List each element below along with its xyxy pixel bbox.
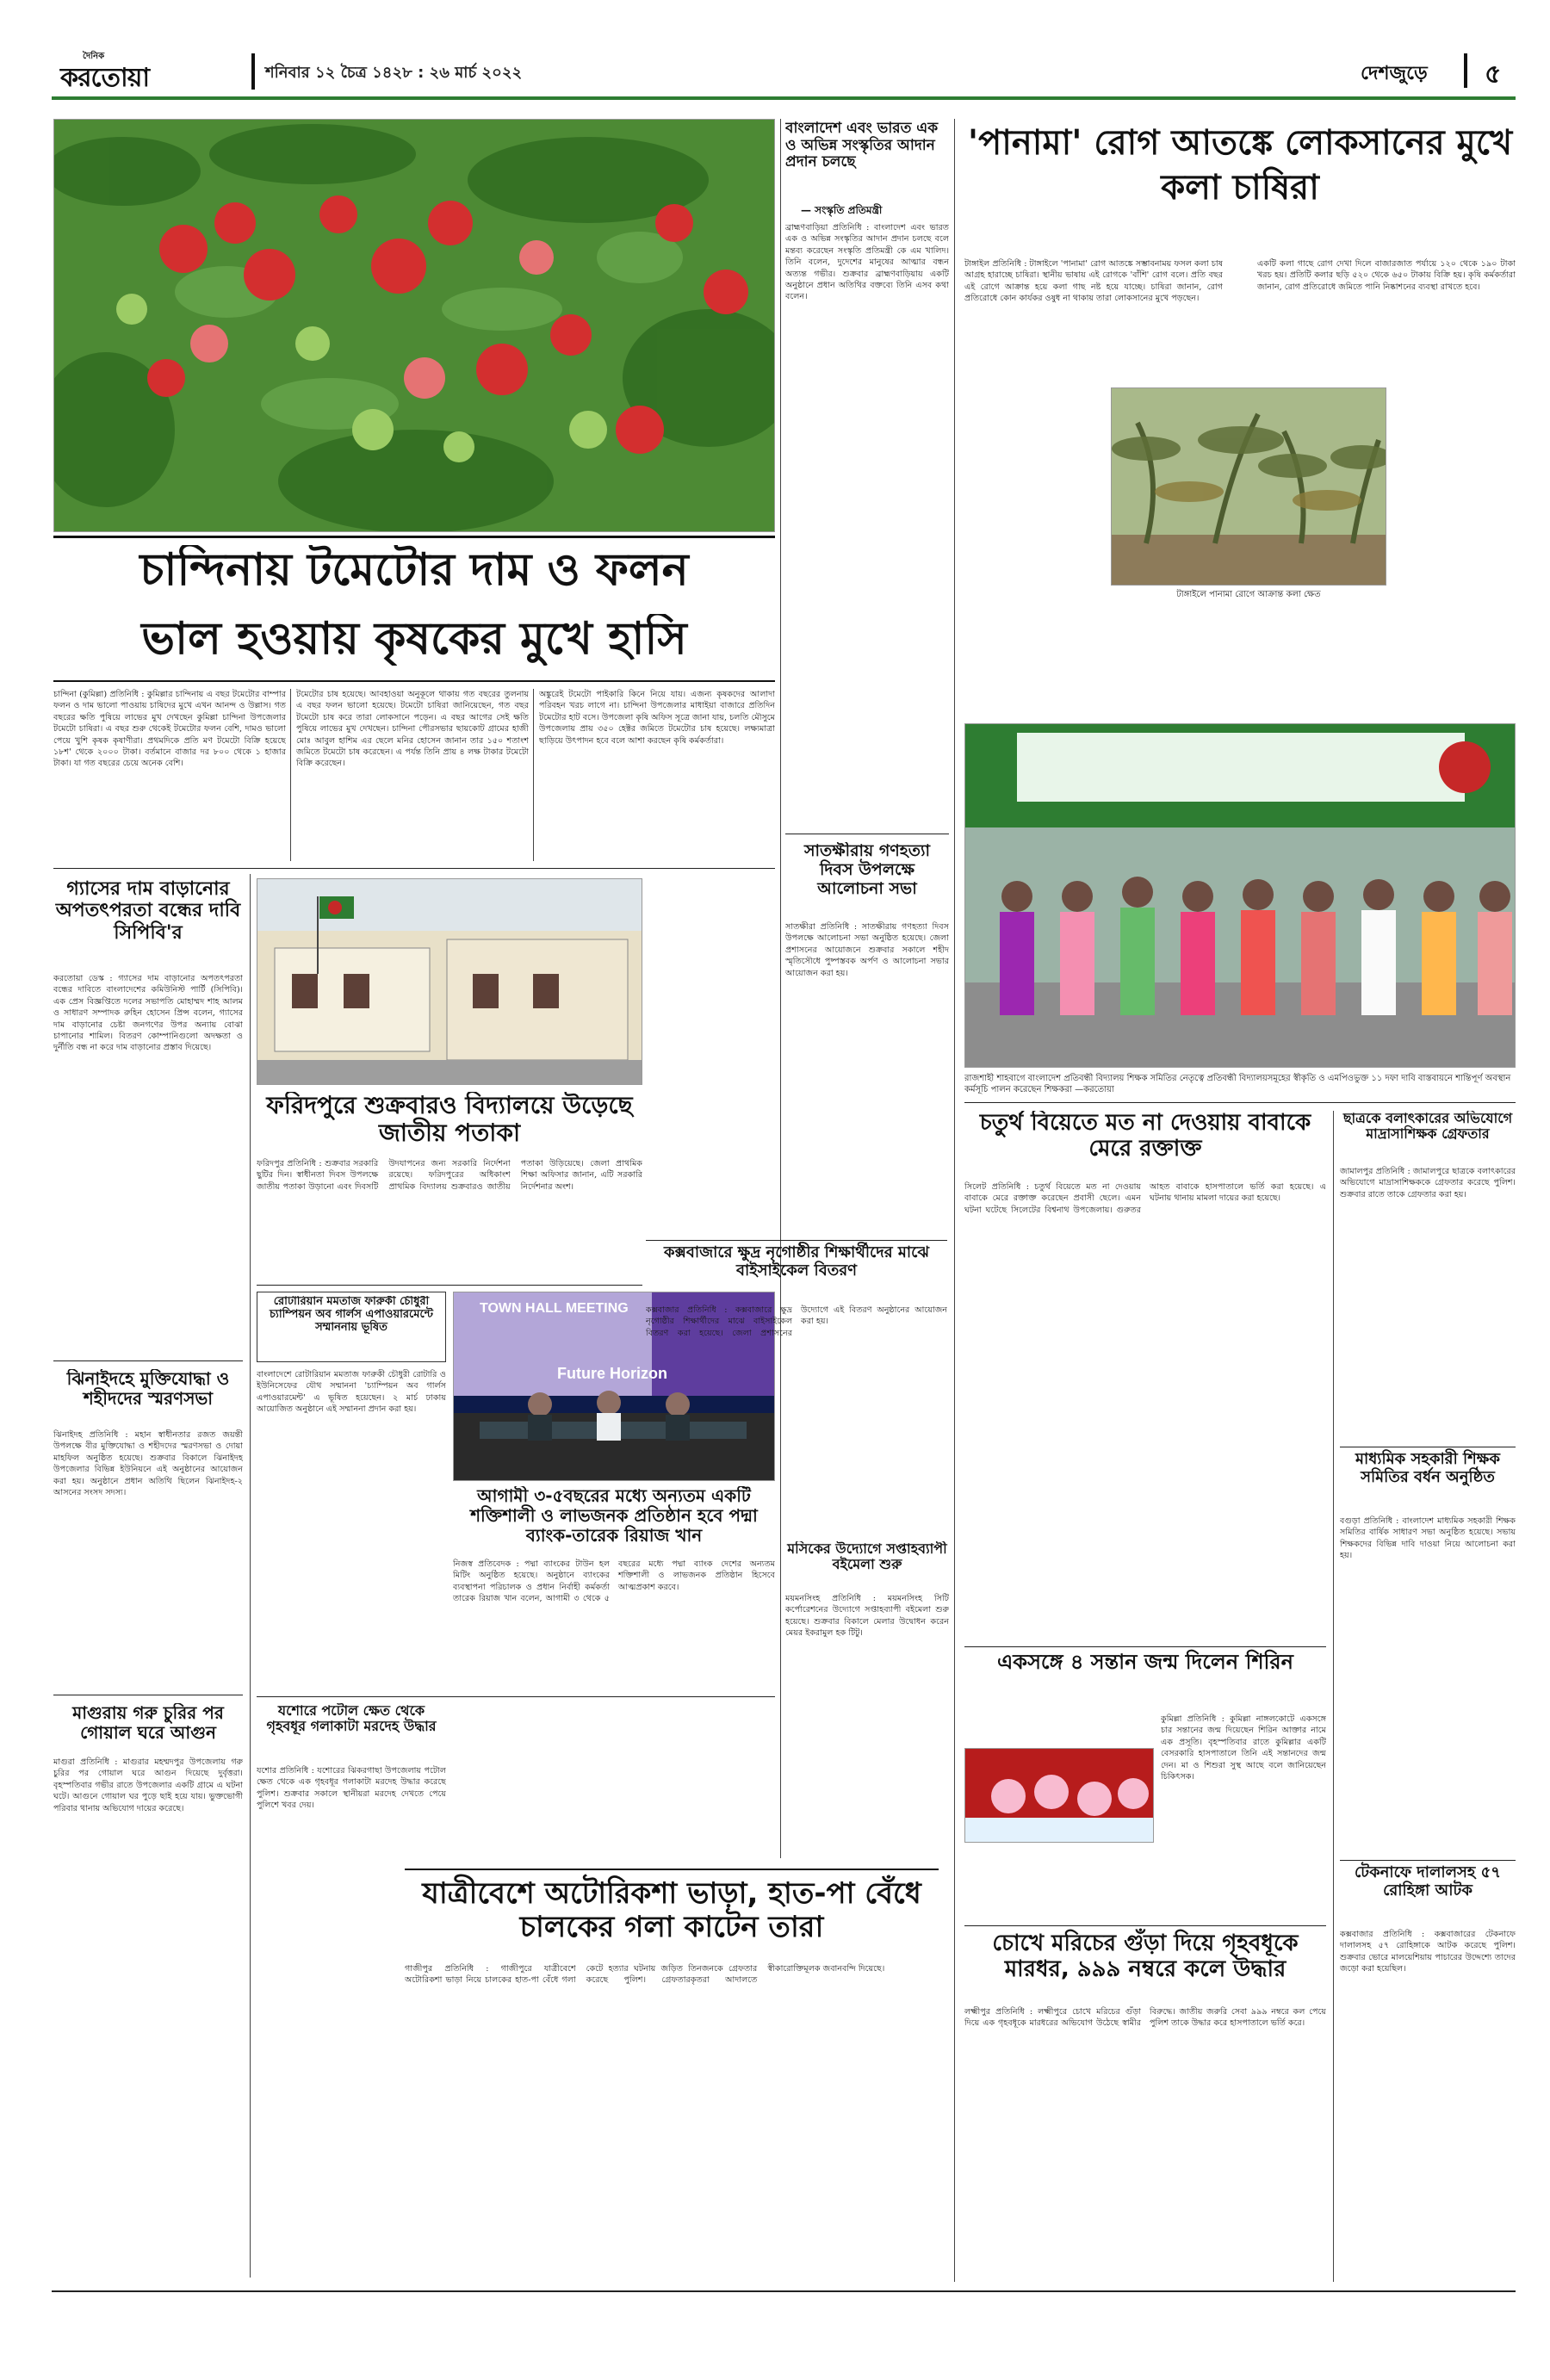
teachers-headline: মাধ্যমিক সহকারী শিক্ষক সমিতির বর্ধন অনুষ্ঠিত <box>1340 1447 1516 1486</box>
townhall-sub: Future Horizon <box>557 1365 667 1382</box>
column-rule <box>533 689 534 861</box>
townhall-banner: TOWN HALL MEETING <box>480 1301 629 1316</box>
panama-body-paragraph-2: একটি কলা গাছে রোগ দেখা দিলে বাজারজাত পর্যায়ে ১২০ থেকে ১৯০ টাকা খরচ হয়। প্রতিটি কলার ছড়ি ৫২০ থেকে ৬৫০ টাকায় বিক্রি হয়। কৃষি কর্মকর্তারা জানান, রোগ প্রতিরোধে জমিতে পানি নিষ্কাশনের ব্যবস্থা রাখতে হবে। <box>1257 259 1516 292</box>
culture-byline: — সংস্কৃতি প্রতিমন্ত্রী <box>801 204 883 216</box>
panama-caption: টাঙ্গাইলে পানামা রোগে আক্রান্ত কলা ক্ষেত <box>1176 590 1321 599</box>
column-rule <box>1333 1111 1334 2282</box>
culture-headline: বাংলাদেশ এবং ভারত এক ও অভিন্ন সংস্কৃতির আদান প্রদান চলছে <box>785 121 939 171</box>
tomato-body-col-1 <box>53 689 286 861</box>
bottom-rule <box>52 2290 1516 2292</box>
fourth-marriage-headline: চতুর্থ বিয়েতে মত না দেওয়ায় বাবাকে মেরে রক্তাক্ত <box>979 1111 1311 1162</box>
chili-headline: চোখে মরিচের গুঁড়া দিয়ে গৃহবধূকে মারধর, ৯৯৯ নম্বরে কলে উদ্ধার <box>964 1925 1326 1983</box>
culture-body: ব্রাহ্মণবাড়িয়া প্রতিনিধি : বাংলাদেশ এবং ভারত এক ও অভিন্ন সংস্কৃতির আদান প্রদান চলছে বলে মন্তব্য করেছেন সংস্কৃতি প্রতিমন্ত্রী কে এম খালিদ। তিনি বলেন, দুদেশের মানুষের আত্মার বন্ধন অত্যন্ত গভীর। শুক্রবার ব্রাহ্মণবাড়িয়ায় একটি অনুষ্ঠানে প্রধান অতিথির বক্তব্যে তিনি এসব কথা বলেন। <box>785 223 949 302</box>
section-name: দেশজুড়ে <box>1361 63 1428 84</box>
rally-caption <box>964 1073 1516 1095</box>
masthead <box>52 50 1507 93</box>
townhall-body: নিজস্ব প্রতিবেদক : পদ্মা ব্যাংকের টাউন হল মিটিং অনুষ্ঠিত হয়েছে। অনুষ্ঠানে ব্যাংকের ব্যবস্থাপনা পরিচালক ও প্রধান নির্বাহী কর্মকর্তা তারেক রিয়াজ খান বলেন, আগামী ৩ থেকে ৫ বছরের মধ্যে পদ্মা ব্যাংক দেশের অন্যতম শক্তিশালী ও লাভজনক প্রতিষ্ঠান হিসেবে আত্মপ্রকাশ করবে। <box>453 1559 775 1604</box>
tomato-body-paragraph-3: অঙ্কুরেই টমেটো পাইকারি কিনে নিয়ে যায়। এজন্য কৃষকদের আলাদা পরিবহন খরচ লাগে না। চান্দিনা উপজেলার মাধাইয়া বাজারে প্রতিদিন টমেটোর হাট বসে। উপজেলা কৃষি অফিস সূত্রে জানা যায়, চলতি মৌসুমে উপজেলায় প্রায় ৩৫০ হেক্টর জমিতে টমেটোর চাষ হয়েছে। লক্ষ্যমাত্রা ছাড়িয়ে উৎপাদন হবে বলে আশা করছেন কৃষি কর্মকর্তারা। <box>539 690 775 746</box>
auto-headline: যাত্রীবেশে অটোরিকশা ভাড়া, হাত-পা বেঁধে চালকের গলা কাটেন তারা <box>405 1869 939 1944</box>
satkhira-headline: সাতক্ষীরায় গণহত্যা দিবস উপলক্ষে আলোচনা সভা <box>803 842 931 898</box>
school-building-image <box>257 879 642 1085</box>
jessore-body: যশোর প্রতিনিধি : যশোরের ঝিকরগাছা উপজেলায় পটোল ক্ষেত থেকে এক গৃহবধূর গলাকাটা মরদেহ উদ্ধার করেছে পুলিশ। শুক্রবার সকালে স্থানীয়রা মরদেহ দেখতে পেয়ে পুলিশে খবর দেয়। <box>257 1766 446 1811</box>
madrasa-headline: ছাত্রকে বলাৎকারের অভিযোগে মাদ্রাসাশিক্ষক গ্রেফতার <box>1342 1111 1513 1143</box>
satkhira-body: সাতক্ষীরা প্রতিনিধি : সাতক্ষীরায় গণহত্যা দিবস উপলক্ষে আলোচনা সভা অনুষ্ঠিত হয়েছে। জেলা প্রশাসনের আয়োজনে শুক্রবার সকালে শহীদ স্মৃতিসৌধে পুষ্পস্তবক অর্পণ ও আলোচনা সভার আয়োজন করা হয়। <box>785 922 949 978</box>
panama-body-paragraph-1: টাঙ্গাইল প্রতিনিধি : টাঙ্গাইলে 'পানামা' রোগ আতঙ্কে সম্ভাবনাময় ফসল কলা চাষ আগ্রহ হারাচ্ছে চাষিরা। স্থানীয় ভাষায় এই রোগকে 'বাঁশি' রোগ বলে। প্রতি বছর এই রোগে আক্রান্ত হয়ে কলা গাছ নষ্ট হয়ে যাচ্ছে। চাষিরা জানান, রোগ প্রতিরোধে কোন কার্যকর ওষুধ না থাকায় তারা লোকসানের মুখে পড়ছেন। <box>964 259 1223 304</box>
rally-credit: —করতোয়া <box>1075 1085 1114 1094</box>
auto-body: গাজীপুর প্রতিনিধি : গাজীপুরে যাত্রীবেশে অটোরিকশা ভাড়া নিয়ে চালকের হাত-পা বেঁধে গলা কেটে হত্যার ঘটনায় জড়িত তিনজনকে গ্রেফতার করেছে পুলিশ। গ্রেফতারকৃতরা আদালতে স্বীকারোক্তিমূলক জবানবন্দি দিয়েছে। <box>405 1964 885 1986</box>
cox-body: কক্সবাজার প্রতিনিধি : কক্সবাজারে ক্ষুদ্র নৃগোষ্ঠীর শিক্ষার্থীদের মাঝে বাইসাইকেল বিতরণ করা হয়েছে। জেলা প্রশাসনের উদ্যোগে এই বিতরণ অনুষ্ঠানের আয়োজন করা হয়। <box>646 1305 947 1338</box>
chili-body: লক্ষ্মীপুর প্রতিনিধি : লক্ষ্মীপুরে চোখে মরিচের গুঁড়া দিয়ে এক গৃহবধূকে মারধরের অভিযোগ উঠেছে স্বামীর বিরুদ্ধে। জাতীয় জরুরি সেবা ৯৯৯ নম্বরে কল পেয়ে পুলিশ তাকে উদ্ধার করে হাসপাতালে ভর্তি করে। <box>964 2007 1326 2029</box>
jessore-headline: যশোরে পটোল ক্ষেত থেকে গৃহবধূর গলাকাটা মরদেহ উদ্ধার <box>266 1703 437 1735</box>
tomato-headline-line-2: ভাল হওয়ায় কৃষকের মুখে হাসি <box>141 614 687 665</box>
fourth-marriage-body: সিলেট প্রতিনিধি : চতুর্থ বিয়েতে মত না দেওয়ায় বাবাকে মেরে রক্তাক্ত করেছেন প্রবাসী ছেলে। এমন ঘটনা ঘটেছে সিলেটের বিশ্বনাথ উপজেলায়। গুরুতর আহত বাবাকে হাসপাতালে ভর্তি করা হয়েছে। এ ঘটনায় থানায় মামলা দায়ের করা হয়েছে। <box>964 1182 1326 1215</box>
jhenaidah-headline: ঝিনাইদহে মুক্তিযোদ্ধা ও শহীদদের স্মরণসভা <box>66 1369 230 1409</box>
protest-rally-image <box>965 724 1516 1068</box>
rotary-headline-box <box>257 1292 446 1362</box>
rally-caption-text: রাজশাহী শাহবাগে বাংলাদেশ প্রতিবন্ধী বিদ্যালয় শিক্ষক সমিতির নেতৃত্বে প্রতিবন্ধী বিদ্যালয়সমূহের স্বীকৃতি ও এমপিওভুক্ত ১১ দফা দাবি বাস্তবায়নে শান্তিপূর্ণ অবস্থান কর্মসূচি পালন করেছেন শিক্ষকরা <box>964 1074 1511 1094</box>
column-rule <box>780 119 781 1858</box>
townhall-headline: আগামী ৩-৫বছরের মধ্যে অন্যতম একটি শক্তিশালী ও লাভজনক প্রতিষ্ঠান হবে পদ্মা ব্যাংক-তারেক রিয়াজ খান <box>470 1486 758 1546</box>
tomato-body-paragraph-1: চান্দিনা (কুমিল্লা) প্রতিনিধি : কুমিল্লার চান্দিনায় এ বছর টমেটোর বাম্পার ফলন ও দাম ভালো পাওয়ায় চাষিদের মুখে এখন আনন্দ ও উল্লাস। গত বছরের ক্ষতি পুষিয়ে লাভের মুখ দেখছেন কুমিল্লা চান্দিনা উপজেলার টমেটো চাষিরা। এ বছর শুরু থেকেই টমেটোর ফলন বেশি, দামও ভালো পেয়ে খুশি কৃষক কৃষাণীরা। প্রথমদিকে প্রতি মণ টমেটো বিক্রি হয়েছে ১৮শ' থেকে ২০০০ টাকা। বর্তমানে বাজার দর ৮০০ থেকে ১ হাজার টাকা। যা গত বছরের চেয়ে অনেক বেশি। <box>53 690 286 769</box>
newspaper-logo <box>59 50 231 91</box>
masthead-page-divider <box>1464 53 1467 88</box>
magura-headline: মাগুরায় গরু চুরির পর গোয়াল ঘরে আগুন <box>72 1703 224 1743</box>
tomato-body-col-2 <box>296 689 529 861</box>
logo-top-text: দৈনিক <box>83 52 105 61</box>
newborn-babies-image <box>965 1749 1154 1843</box>
column-rule <box>290 689 291 861</box>
quads-body: কুমিল্লা প্রতিনিধি : কুমিল্লা নাঙ্গলকোটে একসঙ্গে চার সন্তানের জন্ম দিয়েছেন শিরিন আক্তার নামে এক প্রসূতি। বৃহস্পতিবার রাতে কুমিল্লার একটি বেসরকারি হাসপাতালে তিনি এই সন্তানদের জন্ম দেন। মা ও শিশুরা সুস্থ আছে বলে জানিয়েছেন চিকিৎসক। <box>1161 1714 1326 1782</box>
masthead-date: শনিবার ১২ চৈত্র ১৪২৮ : ২৬ মার্চ ২০২২ <box>265 64 523 82</box>
section-rule <box>964 1102 1516 1103</box>
gas-body: করতোয়া ডেস্ক : গ্যাসের দাম বাড়ানোর অপতৎপরতা বন্ধের দাবিতে বাংলাদেশের কমিউনিস্ট পার্টি (সিপিবি)। এক প্রেস বিজ্ঞপ্তিতে দলের সভাপতি মোহাম্মদ শাহ আলম ও সাধারণ সম্পাদক রুহিন হোসেন প্রিন্স বলেন, গ্যাসের দাম বাড়ানোর চেষ্টা জনগণের উপর অন্যায় বোঝা চাপানোর শামিল। বিতরণ কোম্পানিগুলো অদক্ষতা ও দুর্নীতি বন্ধ না করে দাম বাড়ানোর প্রস্তাব দিয়েছে। <box>53 974 243 1053</box>
banana-plants-image <box>1112 388 1386 586</box>
mosque-body: ময়মনসিংহ প্রতিনিধি : ময়মনসিংহ সিটি কর্পোরেশনের উদ্যোগে সপ্তাহব্যাপী বইমেলা শুরু হয়েছে। শুক্রবার বিকালে মেলার উদ্বোধন করেন মেয়র ইকরামুল হক টিটু। <box>785 1594 949 1639</box>
gas-headline: গ্যাসের দাম বাড়ানোর অপতৎপরতা বন্ধের দাবি সিপিবি'র <box>55 878 241 944</box>
teachers-body: বগুড়া প্রতিনিধি : বাংলাদেশ মাধ্যমিক সহকারী শিক্ষক সমিতির বার্ষিক সাধারণ সভা অনুষ্ঠিত হয়েছে। সভায় শিক্ষকদের বিভিন্ন দাবি দাওয়া নিয়ে আলোচনা করা হয়। <box>1340 1516 1516 1561</box>
faridpur-headline: ফরিদপুরে শুক্রবারও বিদ্যালয়ে উড়েছে জাতীয় পতাকা <box>266 1092 633 1148</box>
tomato-headline-line-1: চান্দিনায় টমেটোর দাম ও ফলন <box>140 545 689 596</box>
banana-field-photo <box>1111 387 1386 586</box>
cox-headline: কক্সবাজারে ক্ষুদ্র নৃগোষ্ঠীর শিক্ষার্থীদের মাঝে বাইসাইকেল বিতরণ <box>646 1240 947 1280</box>
panama-headline: 'পানামা' রোগ আতঙ্কে লোকসানের মুখে কলা চাষিরা <box>967 123 1513 208</box>
rotary-headline: রোটারিয়ান মমতাজ ফারুকী চৌধুরী চ্যাম্পিয়ন অব গার্লস এপাওয়ারমেন্টে সম্মাননায় ভূষিত <box>270 1296 433 1334</box>
quads-headline: একসঙ্গে ৪ সন্তান জন্ম দিলেন শিরিন <box>964 1646 1326 1675</box>
tomato-plant-image <box>54 120 775 532</box>
section-rule <box>257 1285 642 1286</box>
tomato-body-col-3 <box>539 689 775 861</box>
tomato-body-paragraph-2: টমেটোর চাষ হয়েছে। আবহাওয়া অনুকূলে থাকায় গত বছরের তুলনায় এ বছর ফলন ভালো হয়েছে। টমেটো চাষিরা জানিয়েছেন, গত বছর টমেটো চাষ করে তারা লোকসানে পড়েন। এ বছর আগের সেই ক্ষতি পুষিয়ে লাভের মুখ দেখছেন। চান্দিনা পৌরসভার ছায়কোট গ্রামের হাজী মোঃ আবুল হাশিম এর ছেলে মনির হোসেন জানান তার ১৫০ শতাংশ জমিতে টমেটো চাষ করেছেন। এ পর্যন্ত তিনি প্রায় ৪ লক্ষ টাকার টমেটো বিক্রি করেছেন। <box>296 690 529 769</box>
tomato-headline-box <box>53 536 775 682</box>
madrasa-body: জামালপুর প্রতিনিধি : জামালপুরে ছাত্রকে বলাৎকারের অভিযোগে মাদ্রাসাশিক্ষককে গ্রেফতার করেছে পুলিশ। শুক্রবার রাতে তাকে গ্রেফতার করা হয়। <box>1340 1167 1516 1199</box>
rally-photo <box>964 723 1516 1068</box>
column-rule <box>954 119 955 2282</box>
jhenaidah-body: ঝিনাইদহ প্রতিনিধি : মহান স্বাধীনতার রজত জয়ন্তী উপলক্ষে বীর মুক্তিযোদ্ধা ও শহীদদের স্মরণসভা ও দোয়া মাহফিল অনুষ্ঠিত হয়েছে। শুক্রবার বিকালে ঝিনাইদহ উপজেলার বিভিন্ন ইউনিয়নে এই অনুষ্ঠানের আয়োজন করা হয়। অনুষ্ঠানে প্রধান অতিথি ছিলেন ঝিনাইদহ-২ আসনের সংসদ সদস্য। <box>53 1430 243 1498</box>
section-rule <box>53 868 775 869</box>
tomato-photo <box>53 119 775 532</box>
column-rule <box>250 874 251 2278</box>
masthead-divider <box>251 53 255 90</box>
faridpur-school-photo <box>257 878 642 1085</box>
page-number: ৫ <box>1485 59 1502 90</box>
section-rule <box>53 1360 243 1361</box>
section-rule <box>257 1696 775 1697</box>
masthead-rule <box>52 96 1516 100</box>
rotary-body: বাংলাদেশে রোটারিয়ান মমতাজ ফারুকী চৌধুরী রোটারি ও ইউনিসেফের যৌথ সম্মাননা 'চ্যাম্পিয়ন অব গার্লস এপাওয়ারমেন্ট' এ ভূষিত হয়েছেন। ২ মার্চ ঢাকায় আয়োজিত অনুষ্ঠানে এই সম্মাননা প্রদান করা হয়। <box>257 1370 446 1415</box>
newborns-photo <box>964 1748 1154 1843</box>
magura-body: মাগুরা প্রতিনিধি : মাগুরার মহম্মদপুর উপজেলায় গরু চুরির পর গোয়াল ঘরে আগুন দিয়েছে দুর্বৃত্তরা। বৃহস্পতিবার গভীর রাতে উপজেলার একটি গ্রামে এ ঘটনা ঘটে। আগুনে গোয়াল ঘর পুড়ে ছাই হয়ে যায়। ভুক্তভোগী পরিবার থানায় অভিযোগ দায়ের করেছে। <box>53 1757 243 1813</box>
teknaf-headline: টেকনাফে দালালসহ ৫৭ রোহিঙ্গা আটক <box>1340 1860 1516 1900</box>
faridpur-body: ফরিদপুর প্রতিনিধি : শুক্রবার সরকারি ছুটির দিন। স্বাধীনতা দিবস উপলক্ষে জাতীয় পতাকা উড়ানো এবং দিবসটি উদযাপনের জন্য সরকারি নির্দেশনা রয়েছে। ফরিদপুরের অধিকাংশ প্রাথমিক বিদ্যালয় শুক্রবারও জাতীয় পতাকা উড়িয়েছে। জেলা প্রাথমিক শিক্ষা অফিসার জানান, এটি সরকারি নির্দেশনার অংশ। <box>257 1159 642 1192</box>
mosque-headline: মসিকের উদ্যোগে সপ্তাহব্যাপী বইমেলা শুরু <box>787 1541 947 1573</box>
logo-main-text: করতোয়া <box>60 63 150 93</box>
teknaf-body: কক্সবাজার প্রতিনিধি : কক্সবাজারের টেকনাফে দালালসহ ৫৭ রোহিঙ্গাকে আটক করেছে পুলিশ। শুক্রবার ভোরে মালয়েশিয়ায় পাচারের উদ্দেশ্যে তাদের জড়ো করা হয়েছিল। <box>1340 1930 1516 1974</box>
